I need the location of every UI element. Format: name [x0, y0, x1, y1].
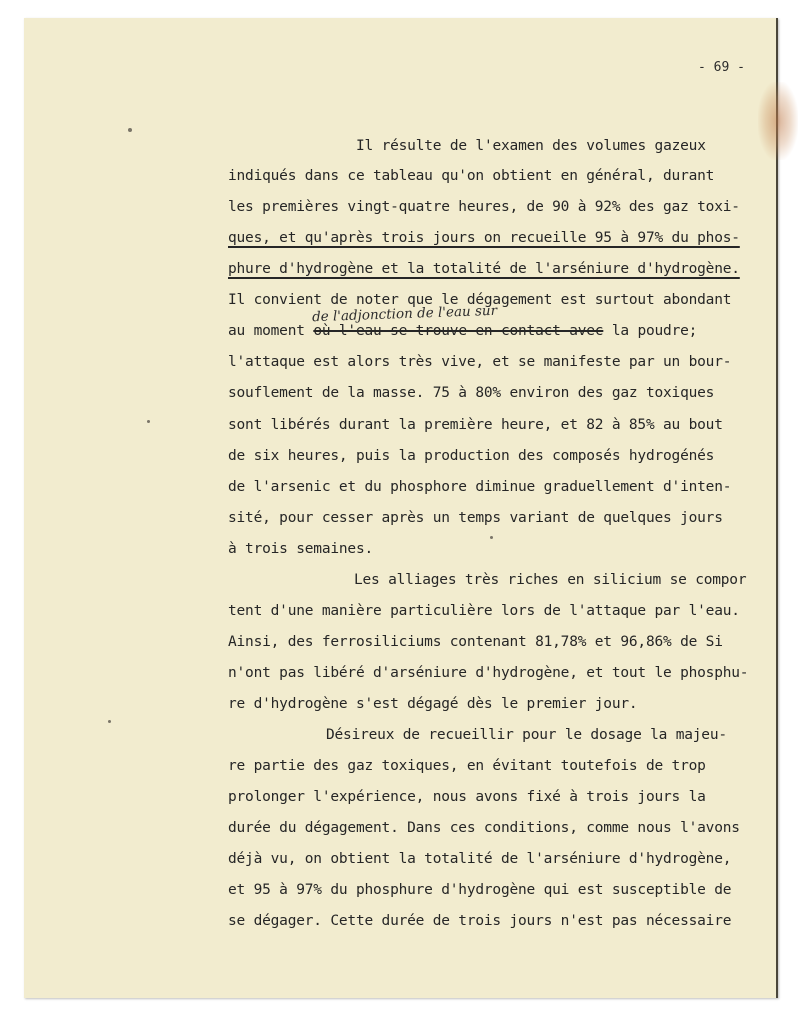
text-line: à trois semaines.: [228, 541, 374, 557]
text-line: Ainsi, des ferrosiliciums contenant 81,78% et 96,86% de Si: [228, 634, 723, 650]
paper-speck: [128, 128, 132, 132]
paper-stain: [758, 82, 798, 160]
handwritten-insertion: de l'adjonction de l'eau sur: [311, 302, 498, 326]
underlined-text-line: phure d'hydrogène et la totalité de l'arséniure d'hydrogène.: [228, 261, 740, 277]
text-line: les premières vingt-quatre heures, de 90 à 92% des gaz toxi-: [228, 199, 740, 215]
text-line: re partie des gaz toxiques, en évitant toutefois de trop: [228, 758, 706, 774]
text-line: Il résulte de l'examen des volumes gazeux: [356, 138, 706, 154]
paper-speck: [147, 420, 150, 423]
text-line: sont libérés durant la première heure, et 82 à 85% au bout: [228, 417, 723, 433]
text-line: l'attaque est alors très vive, et se manifeste par un bour-: [228, 354, 732, 370]
text-line: de l'arsenic et du phosphore diminue graduellement d'inten-: [228, 479, 732, 495]
text-line: sité, pour cesser après un temps variant de quelques jours: [228, 510, 723, 526]
text-line: de six heures, puis la production des composés hydrogénés: [228, 448, 715, 464]
text-line: tent d'une manière particulière lors de l'attaque par l'eau.: [228, 603, 740, 619]
text-line: Il convient de noter que le dégagement est surtout abondant: [228, 292, 732, 308]
text-line-with-strikethrough: [228, 322, 697, 340]
text-line: et 95 à 97% du phosphure d'hydrogène qui est susceptible de: [228, 882, 732, 898]
text-line: n'ont pas libéré d'arséniure d'hydrogène, et tout le phosphu-: [228, 665, 749, 681]
text-line: Désireux de recueillir pour le dosage la majeu-: [326, 727, 727, 743]
text-line: re d'hydrogène s'est dégagé dès le premier jour.: [228, 696, 638, 712]
text-line: prolonger l'expérience, nous avons fixé à trois jours la: [228, 789, 706, 805]
text-segment: la poudre;: [603, 323, 698, 339]
text-line: se dégager. Cette durée de trois jours n'est pas nécessaire: [228, 913, 732, 929]
text-line: indiqués dans ce tableau qu'on obtient en général, durant: [228, 168, 715, 184]
text-segment: au moment: [228, 323, 314, 339]
underlined-text-line: ques, et qu'après trois jours on recueille 95 à 97% du phos-: [228, 230, 740, 246]
text-line: Les alliages très riches en silicium se compor: [354, 572, 747, 588]
paper-speck: [490, 536, 493, 539]
struck-through-text: où l'eau se trouve en contact avec: [313, 323, 604, 339]
text-line: souflement de la masse. 75 à 80% environ des gaz toxiques: [228, 385, 715, 401]
page-number: - 69 -: [698, 60, 745, 75]
text-line: durée du dégagement. Dans ces conditions, comme nous l'avons: [228, 820, 740, 836]
text-line: déjà vu, on obtient la totalité de l'arséniure d'hydrogène,: [228, 851, 732, 867]
paper-speck: [108, 720, 111, 723]
